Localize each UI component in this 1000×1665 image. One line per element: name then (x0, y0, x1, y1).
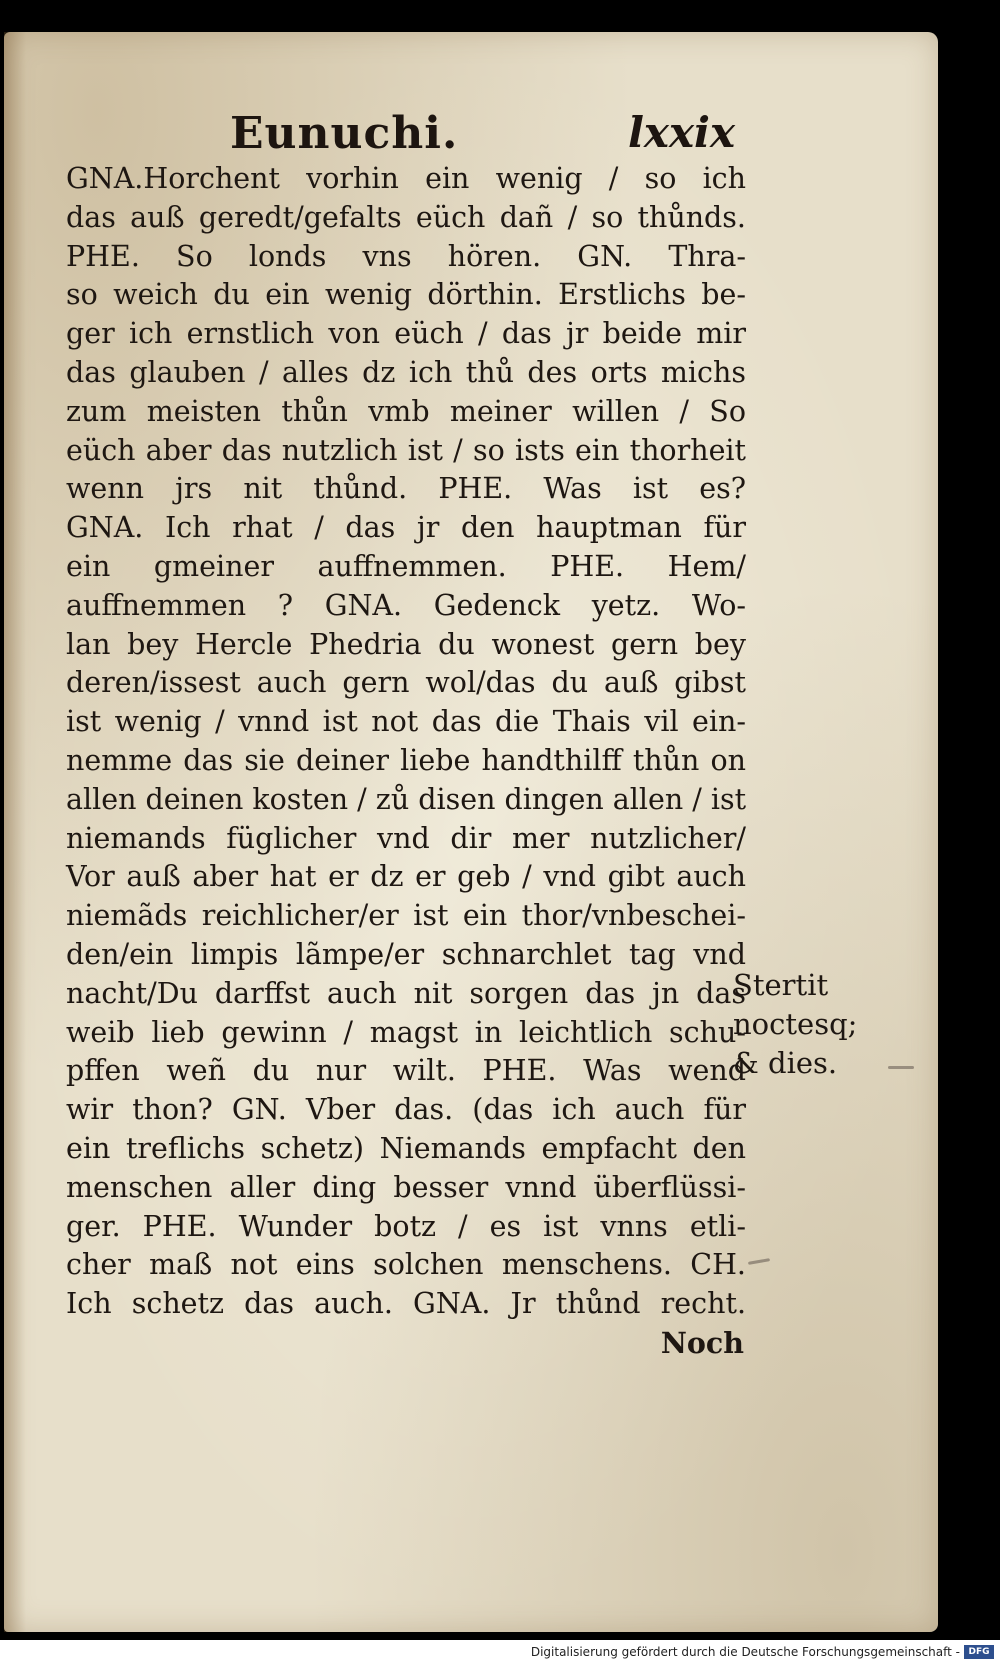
bleed-through-text (790, 195, 920, 895)
text-line: niemãds reichlicher/er ist ein thor/vnbeschei- (66, 899, 746, 933)
running-title: Eunuchi. (230, 108, 459, 159)
text-line: pffen weñ du nur wilt. PHE. Was wend (66, 1054, 746, 1088)
catchword: Noch (660, 1325, 744, 1360)
text-line: ein gmeiner auffnemmen. PHE. Hem/ (66, 549, 746, 583)
text-line: eüch aber das nutzlich ist / so ists ein thorheit (66, 433, 746, 467)
dfg-logo: DFG (964, 1645, 994, 1659)
page-gutter-shadow (4, 32, 26, 1632)
text-line: den/ein limpis lãmpe/er schnarchlet tag vnd (66, 937, 746, 971)
folio-number: lxxix (627, 108, 735, 157)
text-line: cher maß not eins solchen menschens. CH. (66, 1248, 746, 1282)
text-line: allen deinen kosten / zů disen dingen allen / ist (66, 782, 747, 816)
text-line: lan bey Hercle Phedria du wonest gern bey (66, 627, 746, 661)
text-line: auffnemmen ? GNA. Gedenck yetz. Wo- (66, 588, 746, 622)
text-line: das glauben / alles dz ich thů des orts michs (66, 355, 746, 389)
marginal-note-line: Stertit (733, 968, 829, 1002)
text-line: das auß geredt/gefalts eüch dañ / so thůnds. (66, 200, 746, 234)
text-line: so weich du ein wenig dörthin. Erstlichs be- (66, 278, 746, 312)
text-line: ger. PHE. Wunder botz / es ist vnns etli- (66, 1209, 746, 1243)
text-line: GNA.Horchent vorhin ein wenig / so ich (66, 162, 746, 195)
text-block (66, 160, 746, 1363)
text-line: PHE. So londs vns hören. GN. Thra- (66, 239, 746, 273)
text-line: wir thon? GN. Vber das. (das ich auch für (66, 1093, 746, 1127)
text-line: ist wenig / vnnd ist not das die Thais vil ein- (66, 705, 746, 739)
text-line: ein treflichs schetz) Niemands empfacht den (66, 1131, 746, 1165)
digitization-footer (0, 1640, 1000, 1665)
marginal-note (733, 966, 903, 1082)
text-line: GNA. Ich rhat / das jr den hauptman für (66, 511, 746, 545)
text-line: niemands füglicher vnd dir mer nutzlicher/ (66, 821, 746, 855)
text-line: Vor auß aber hat er dz er geb / vnd gibt auch (66, 860, 746, 894)
text-line: nacht/Du darffst auch nit sorgen das jn das (66, 976, 746, 1010)
text-line: zum meisten thůn vmb meiner willen / So (66, 394, 746, 428)
text-line: wenn jrs nit thůnd. PHE. Was ist es? (66, 472, 746, 506)
marginal-note-line: noctesq; (733, 1006, 858, 1041)
page-header (230, 100, 735, 160)
pencil-mark (888, 1066, 914, 1069)
text-line: Ich schetz das auch. GNA. Jr thůnd recht. (66, 1287, 746, 1321)
text-line: deren/issest auch gern wol/das du auß gibst (66, 666, 746, 700)
text-line: menschen aller ding besser vnnd überflüssi- (66, 1170, 746, 1204)
funding-credit: Digitalisierung gefördert durch die Deutsche Forschungsgemeinschaft - (530, 1645, 960, 1659)
marginal-note-line: & dies. (733, 1045, 838, 1080)
text-line: weib lieb gewinn / magst in leichtlich schu- (66, 1015, 746, 1049)
text-line: ger ich ernstlich von eüch / das jr beide mir (66, 317, 746, 351)
text-line: nemme das sie deiner liebe handthilff thůn on (66, 743, 746, 777)
